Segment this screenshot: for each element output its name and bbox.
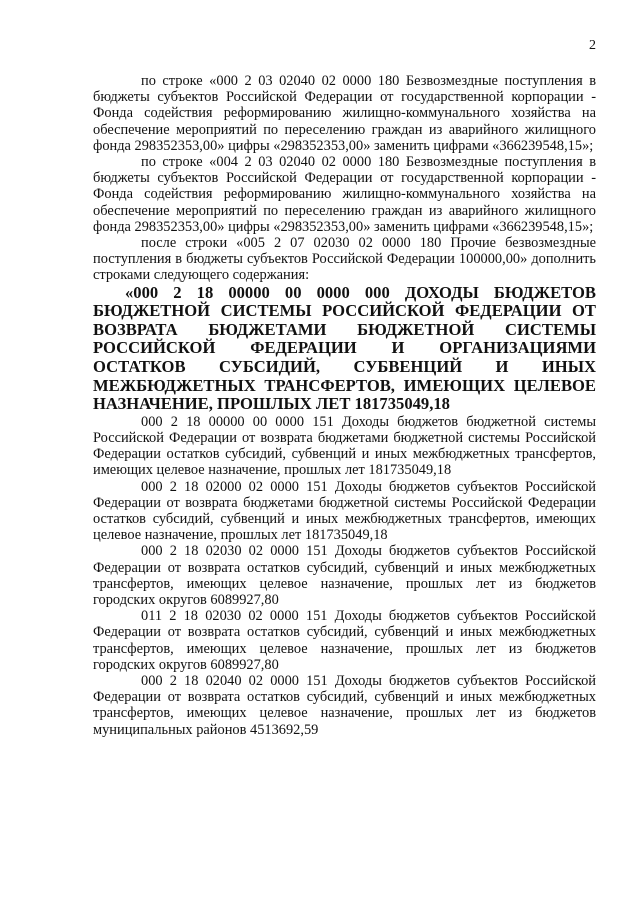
paragraph-entry-2: 000 2 18 02000 02 0000 151 Доходы бюджетов субъектов Российской Федерации от возврата бюджетами бюджетной системы Российской Федерации остатков субсидий, субвенций и иных межбюджетных трансфертов, имеющих целевое назначение, прошлых лет 181735049,18 [93, 478, 596, 544]
paragraph-heading-bold: «000 2 18 00000 00 0000 000 ДОХОДЫ БЮДЖЕТОВ БЮДЖЕТНОЙ СИСТЕМЫ РОССИЙСКОЙ ФЕДЕРАЦИИ ОТ ВОЗВРАТА БЮДЖЕТАМИ БЮДЖЕТНОЙ СИСТЕМЫ РОССИЙСКОЙ ФЕДЕРАЦИИ И ОРГАНИЗАЦИЯМИ ОСТАТКОВ СУБСИДИЙ, СУБВЕНЦИЙ И ИНЫХ МЕЖБЮДЖЕТНЫХ ТРАНСФЕРТОВ, ИМЕЮЩИХ ЦЕЛЕВОЕ НАЗНАЧЕНИЕ, ПРОШЛЫХ ЛЕТ 181735049,18 [93, 282, 596, 414]
paragraph-entry-4: 011 2 18 02030 02 0000 151 Доходы бюджетов субъектов Российской Федерации от возврата остатков субсидий, субвенций и иных межбюджетных трансфертов, имеющих целевое назначение, прошлых лет из бюджетов городских округов 6089927,80 [93, 608, 596, 673]
paragraph-amendment-2: по строке «004 2 03 02040 02 0000 180 Безвозмездные поступления в бюджеты субъектов Российской Федерации от государственной корпорации - Фонда содействия реформированию жилищно-коммунального хозяйства на обеспечение мероприятий по переселению граждан из аварийного жилищного фонда 298352353,00» цифры «298352353,00» заменить цифрами «366239548,15»; [93, 154, 596, 235]
document-body [93, 73, 596, 738]
paragraph-amendment-3: после строки «005 2 07 02030 02 0000 180 Прочие безвозмездные поступления в бюджеты субъектов Российской Федерации 100000,00» дополнить строками следующего содержания: [93, 235, 596, 284]
paragraph-amendment-1: по строке «000 2 03 02040 02 0000 180 Безвозмездные поступления в бюджеты субъектов Российской Федерации от государственной корпорации - Фонда содействия реформированию жилищно-коммунального хозяйства на обеспечение мероприятий по переселению граждан из аварийного жилищного фонда 298352353,00» цифры «298352353,00» заменить цифрами «366239548,15»; [93, 73, 596, 154]
page-number: 2 [589, 38, 596, 53]
paragraph-entry-5: 000 2 18 02040 02 0000 151 Доходы бюджетов субъектов Российской Федерации от возврата остатков субсидий, субвенций и иных межбюджетных трансфертов, имеющих целевое назначение, прошлых лет из бюджетов муниципальных районов 4513692,59 [93, 673, 596, 738]
paragraph-entry-1: 000 2 18 00000 00 0000 151 Доходы бюджетов бюджетной системы Российской Федерации от возврата бюджетами бюджетной системы Российской Федерации остатков субсидий, субвенций и иных межбюджетных трансфертов, имеющих целевое назначение, прошлых лет 181735049,18 [93, 413, 596, 479]
paragraph-entry-3: 000 2 18 02030 02 0000 151 Доходы бюджетов субъектов Российской Федерации от возврата остатков субсидий, субвенций и иных межбюджетных трансфертов, имеющих целевое назначение, прошлых лет из бюджетов городских округов 6089927,80 [93, 543, 596, 609]
